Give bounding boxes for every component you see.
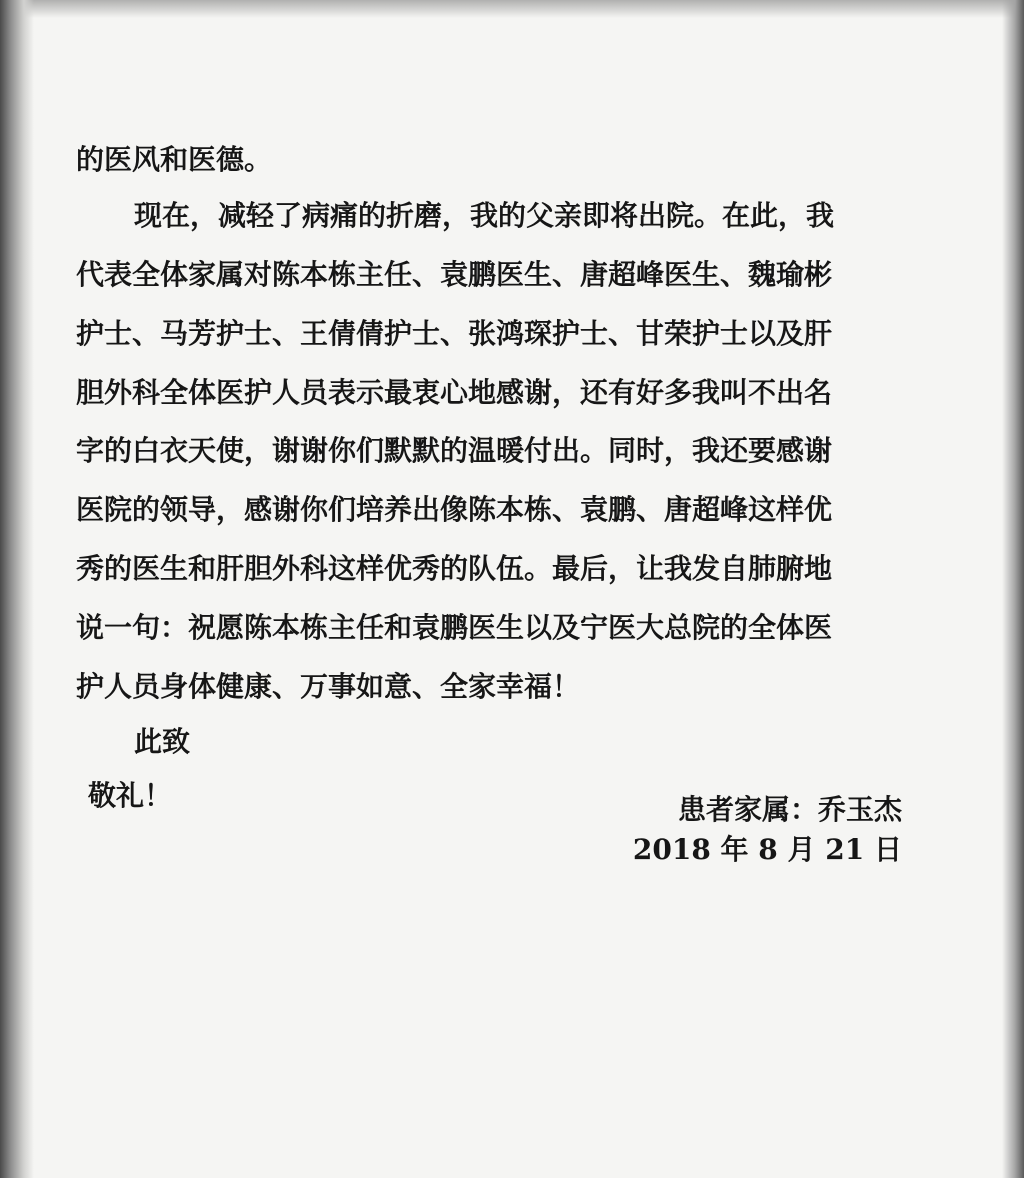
- salute-text: 敬礼！: [88, 779, 173, 812]
- signature-name: 患者家属：乔玉杰: [677, 793, 902, 826]
- letter-line: 护士、马芳护士、王倩倩护士、张鸿琛护士、甘荣护士以及肝: [76, 317, 833, 350]
- letter-date: 2018 年 8 月 21 日: [632, 833, 902, 866]
- closing-text: 此致: [134, 725, 191, 758]
- page-top-shadow: [0, 0, 1024, 18]
- letter-line: 字的白衣天使，谢谢你们默默的温暖付出。同时，我还要感谢: [76, 434, 833, 467]
- letter-line: 医院的领导，感谢你们培养出像陈本栋、袁鹏、唐超峰这样优: [76, 493, 833, 526]
- letter-line: 胆外科全体医护人员表示最衷心地感谢，还有好多我叫不出名: [76, 376, 833, 409]
- letter-line: 代表全体家属对陈本栋主任、袁鹏医生、唐超峰医生、魏瑜彬: [76, 258, 833, 291]
- page-left-shadow: [0, 0, 34, 1178]
- letter-line: 秀的医生和肝胆外科这样优秀的队伍。最后，让我发自肺腑地: [76, 552, 833, 585]
- letter-line: 说一句：祝愿陈本栋主任和袁鹏医生以及宁医大总院的全体医: [76, 611, 833, 644]
- letter-line: 现在，减轻了病痛的折磨，我的父亲即将出院。在此，我: [134, 199, 835, 232]
- letter-line: 护人员身体健康、万事如意、全家幸福！: [76, 670, 581, 703]
- page-right-shadow: [1002, 0, 1024, 1178]
- letter-line: 的医风和医德。: [76, 143, 273, 176]
